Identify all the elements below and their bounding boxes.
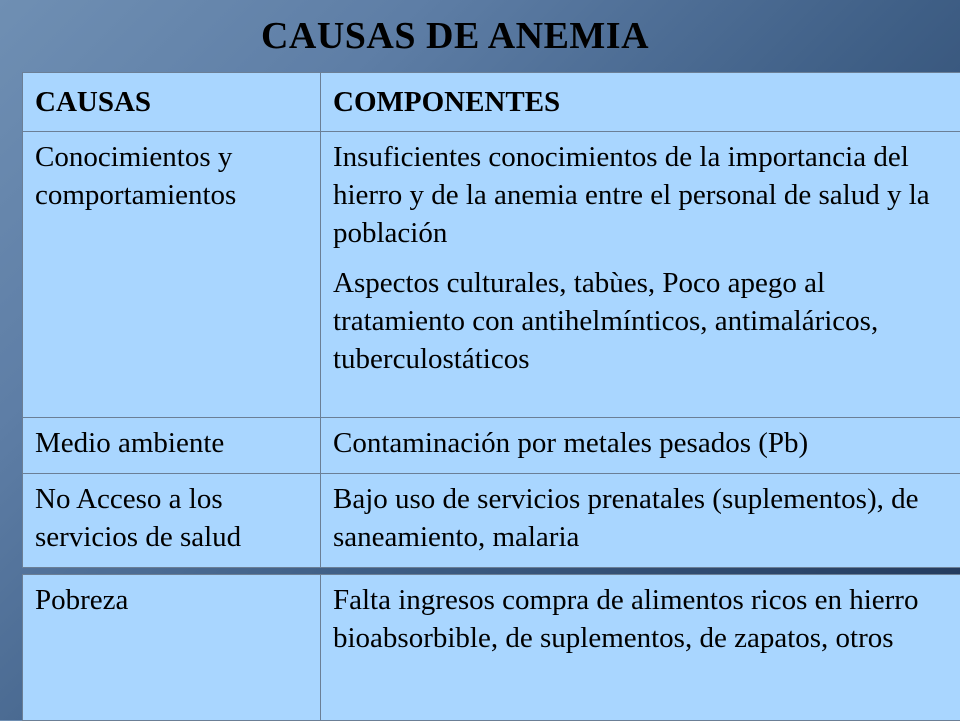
table-row (23, 132, 960, 418)
components-cell (321, 418, 960, 474)
table-row (23, 418, 960, 474)
cause-cell: No Acceso a los servicios de salud (23, 474, 321, 568)
components-cell (321, 575, 960, 721)
cause-cell: Medio ambiente (23, 418, 321, 474)
component-text: Bajo uso de servicios prenatales (suplementos), de saneamiento, malaria (333, 480, 950, 556)
components-cell (321, 474, 960, 568)
poverty-table (22, 574, 960, 721)
component-text: Insuficientes conocimientos de la importancia del hierro y de la anemia entre el personal de salud y la población (333, 138, 950, 252)
component-text: Aspectos culturales, tabùes, Poco apego al tratamiento con antihelmínticos, antimaláricos, tuberculostáticos (333, 264, 950, 378)
cause-cell: Conocimientos y comportamientos (23, 132, 321, 418)
table-row (23, 575, 960, 721)
table-header-row (23, 73, 960, 132)
component-text: Falta ingresos compra de alimentos ricos en hierro bioabsorbible, de suplementos, de zapatos, otros (333, 581, 950, 657)
header-causas: CAUSAS (23, 73, 321, 132)
header-componentes: COMPONENTES (321, 73, 960, 132)
component-text: Contaminación por metales pesados (Pb) (333, 424, 950, 462)
slide-title: CAUSAS DE ANEMIA (0, 14, 910, 58)
table-row (23, 474, 960, 568)
components-cell (321, 132, 960, 418)
causes-table (22, 72, 960, 568)
cause-cell: Pobreza (23, 575, 321, 721)
